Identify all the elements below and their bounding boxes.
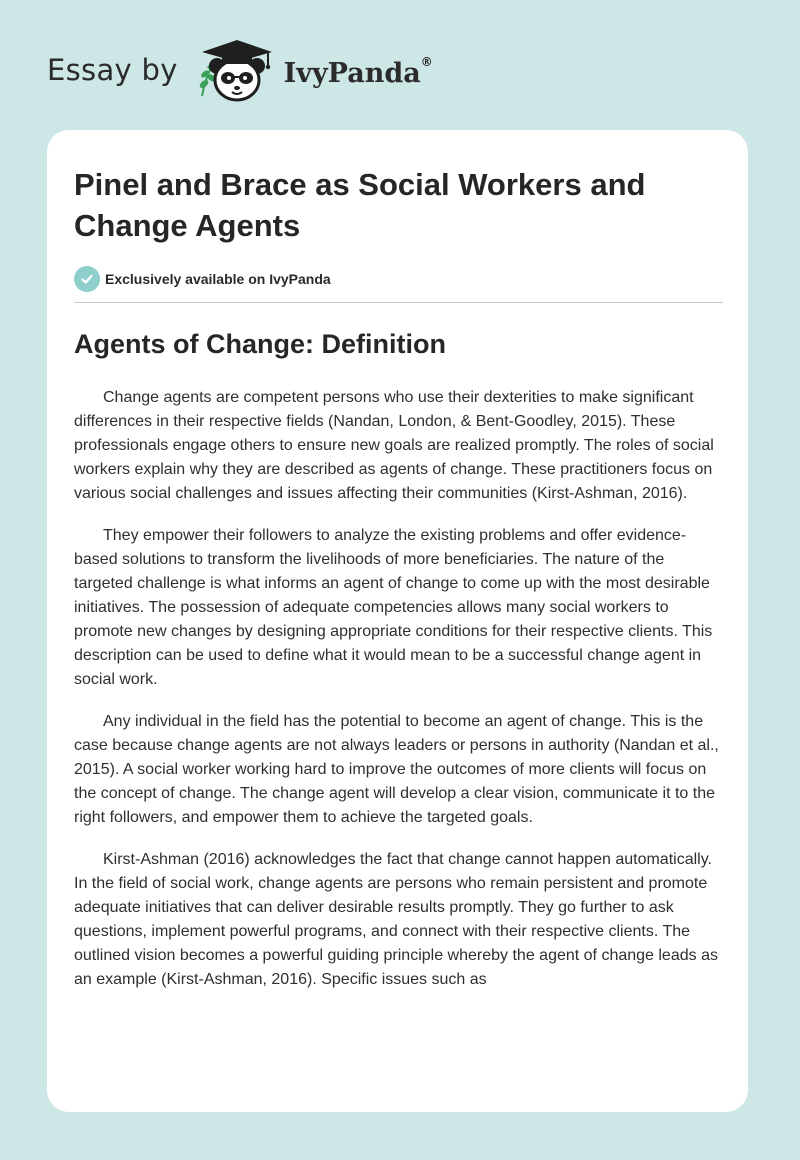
trademark-symbol: ®	[420, 54, 433, 69]
article-card	[47, 130, 748, 1112]
article-title: Pinel and Brace as Social Workers and Change Agents	[74, 167, 646, 243]
article-content	[74, 164, 723, 1010]
panda-graduate-icon[interactable]	[192, 34, 282, 106]
check-circle-icon	[74, 266, 100, 292]
site-header	[47, 34, 433, 106]
paragraph: Change agents are competent persons who use their dexterities to make significant differences in their respective fields (Nandan, London, & Bent-Goodley, 2015). These professionals engage others to ensure new goals are realized promptly. The roles of social workers explain why they are described as agents of change. These practitioners focus on various social challenges and issues affecting their communities (Kirst-Ashman, 2016).	[74, 389, 714, 502]
paragraph: They empower their followers to analyze the existing problems and offer evidence-based solutions to transform the livelihoods of more beneficiaries. The nature of the targeted challenge is what informs an agent of change to come up with the most desirable initiatives. The possession of adequate competencies allows many social workers to promote new changes by designing appropriate conditions for their respective clients. This description can be used to define what it would mean to be a successful change agent in social work.	[74, 527, 713, 688]
article-body	[74, 386, 723, 992]
exclusive-badge	[74, 266, 723, 292]
exclusive-badge-text: Exclusively available on IvyPanda	[105, 271, 331, 287]
paragraph: Kirst-Ashman (2016) acknowledges the fact that change cannot happen automatically. In the field of social work, change agents are persons who remain persistent and promote adequate initiatives that can deliver desirable results promptly. They go further to ask questions, implement powerful programs, and connect with their respective clients. The outlined vision becomes a powerful guiding principle whereby the agent of change leads as an example (Kirst-Ashman, 2016). Specific issues such as	[74, 851, 718, 988]
section-heading: Agents of Change: Definition	[74, 329, 446, 359]
brand-name[interactable]	[283, 54, 433, 89]
brand-name-text: IvyPanda	[283, 57, 421, 89]
essay-by-label: Essay by	[47, 53, 178, 87]
divider	[74, 302, 723, 303]
paragraph: Any individual in the field has the potential to become an agent of change. This is the case because change agents are not always leaders or persons in authority (Nandan et al., 2015). A social worker working hard to improve the outcomes of more clients will focus on the concept of change. The change agent will develop a clear vision, communicate it to the right followers, and empower them to achieve the targeted goals.	[74, 713, 719, 826]
